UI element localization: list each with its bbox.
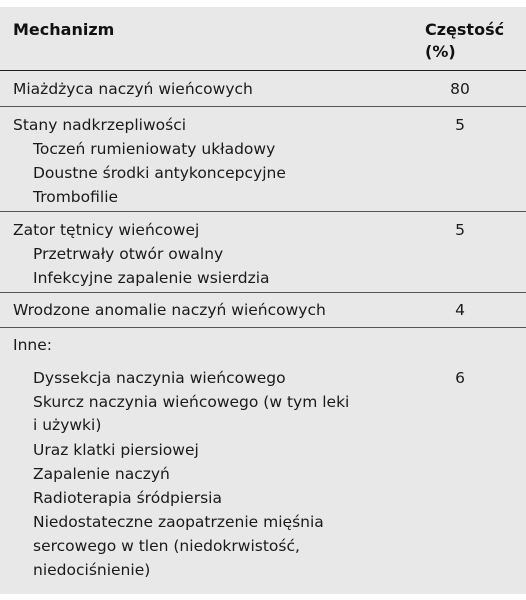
row-subitem: Radioterapia śródpiersia xyxy=(33,489,222,507)
row-value: 5 xyxy=(455,116,465,134)
row-value: 80 xyxy=(450,80,470,98)
row-title: Stany nadkrzepliwości xyxy=(13,116,187,134)
row-subitem: Infekcyjne zapalenie wsierdzia xyxy=(33,269,270,287)
header-mechanism: Mechanizm xyxy=(13,20,115,39)
row-subitem: niedociśnienie) xyxy=(33,561,151,579)
table-header xyxy=(0,7,526,71)
row-subitem: Zapalenie naczyń xyxy=(33,465,170,483)
mechanism-frequency-table xyxy=(0,7,526,594)
table-row-congenital-anomalies xyxy=(0,293,526,328)
table-row-other xyxy=(0,328,526,594)
row-title: Zator tętnicy wieńcowej xyxy=(13,221,200,239)
row-value: 6 xyxy=(455,369,465,387)
row-subitem: Skurcz naczynia wieńcowego (w tym leki xyxy=(33,393,350,411)
header-frequency-line2: (%) xyxy=(425,42,456,61)
row-subitem: Uraz klatki piersiowej xyxy=(33,441,199,459)
row-value: 5 xyxy=(455,221,465,239)
header-frequency-line1: Częstość xyxy=(425,20,505,39)
row-subitem: Przetrwały otwór owalny xyxy=(33,245,224,263)
table-row-hypercoagulable xyxy=(0,107,526,212)
table-row-atherosclerosis xyxy=(0,71,526,107)
row-title: Wrodzone anomalie naczyń wieńcowych xyxy=(13,301,326,319)
row-subitem: Dyssekcja naczynia wieńcowego xyxy=(33,369,286,387)
row-value: 4 xyxy=(455,301,465,319)
table-row-embolism xyxy=(0,212,526,293)
row-title: Miażdżyca naczyń wieńcowych xyxy=(13,80,253,98)
header-frequency xyxy=(425,19,515,63)
row-subitem: Doustne środki antykoncepcyjne xyxy=(33,164,286,182)
row-subitem: Trombofilie xyxy=(33,188,119,206)
row-subitem: i używki) xyxy=(33,416,102,434)
row-title: Inne: xyxy=(13,336,52,354)
row-subitem: Toczeń rumieniowaty układowy xyxy=(33,140,276,158)
row-subitem: sercowego w tlen (niedokrwistość, xyxy=(33,537,300,555)
row-subitem: Niedostateczne zaopatrzenie mięśnia xyxy=(33,513,324,531)
